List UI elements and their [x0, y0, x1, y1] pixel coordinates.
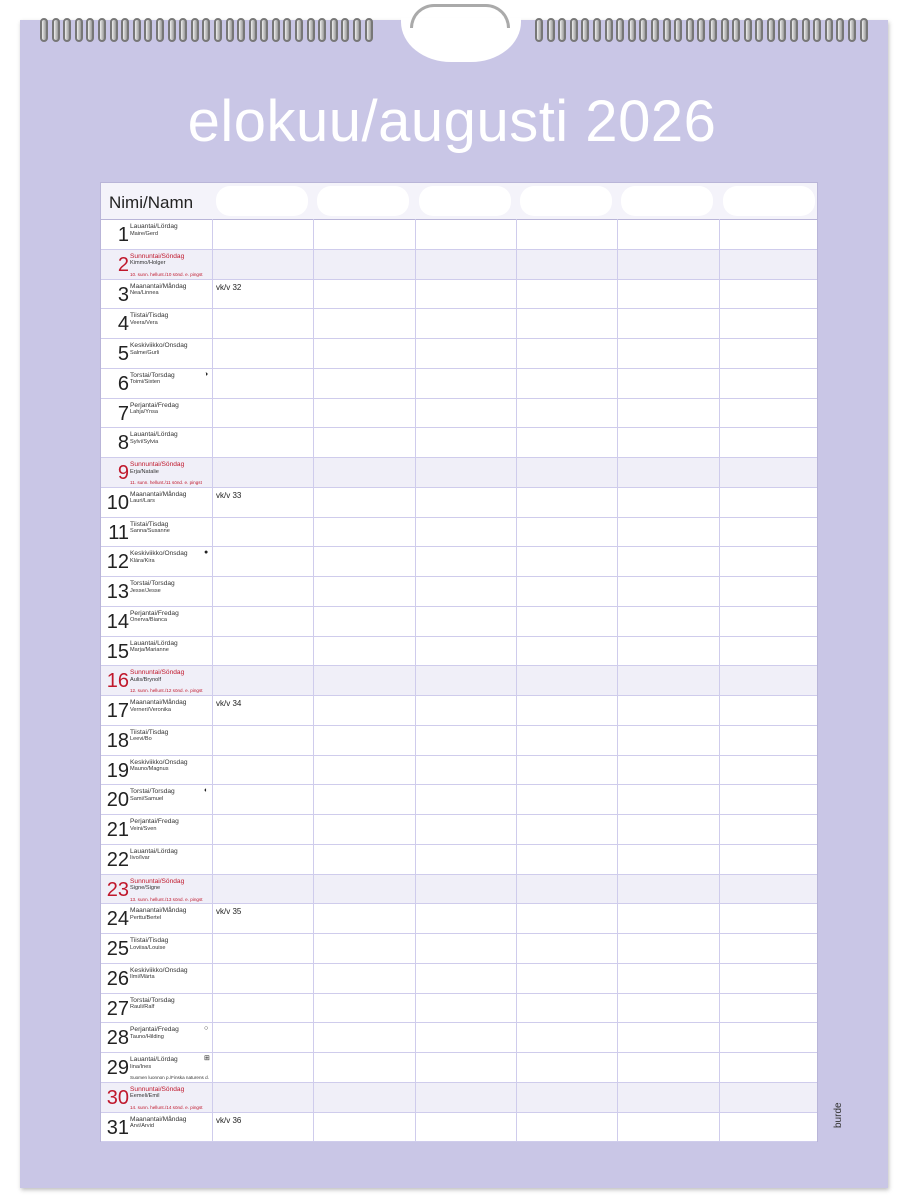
name-day: Salme/Gurli [130, 349, 160, 356]
day-number: 3 [117, 283, 129, 306]
day-note: 11. sunn. hellunt./11 sönd. e. pingst [130, 480, 202, 485]
day-number: 20 [106, 789, 129, 812]
day-number: 18 [106, 729, 129, 752]
spiral-coil [686, 18, 694, 42]
name-day: Arvi/Arvid [130, 1123, 154, 1129]
day-number: 5 [117, 343, 129, 365]
spiral-coil [778, 18, 786, 42]
moon-phase-icon: ○ [204, 1025, 209, 1033]
weekday-label: Sunnuntai/Söndag [130, 252, 185, 260]
day-row[interactable] [101, 666, 817, 696]
day-row[interactable] [101, 488, 817, 518]
day-number: 11 [108, 521, 129, 544]
weekday-label: Sunnuntai/Söndag [130, 669, 185, 677]
week-number: vk/v 35 [216, 907, 242, 917]
name-day: Loviisa/Louise [130, 944, 166, 951]
spiral-coil [283, 18, 291, 42]
day-row[interactable] [101, 934, 817, 964]
day-row[interactable] [101, 220, 817, 250]
hanger-wire [410, 4, 510, 28]
column-divider [617, 219, 618, 1141]
spiral-coil [144, 18, 152, 42]
spiral-coil [52, 18, 60, 42]
spiral-coil [836, 18, 844, 42]
weekday-label: Keskiviikko/Onsdag [130, 550, 188, 558]
day-number: 27 [106, 997, 129, 1020]
day-row[interactable] [101, 904, 817, 934]
spiral-coil [709, 18, 717, 42]
week-number: vk/v 36 [216, 1115, 242, 1125]
name-day: Eemeli/Emil [130, 1093, 160, 1100]
name-day: Perttu/Bertel [130, 914, 162, 921]
spiral-coil [593, 18, 601, 42]
spiral-coil [721, 18, 729, 42]
day-row[interactable] [101, 726, 817, 756]
spiral-coil [860, 18, 868, 42]
day-number: 16 [106, 670, 129, 693]
name-day: Kimmo/Holger [130, 260, 166, 267]
day-row[interactable] [101, 250, 817, 280]
day-number: 30 [106, 1086, 129, 1109]
spiral-coil [341, 18, 349, 42]
name-day: Iina/Ines [130, 1063, 152, 1070]
spiral-coil [558, 18, 566, 42]
planner-grid [100, 182, 818, 1142]
day-note: 10. sunn. hellunt./10 sönd. e. pingst [130, 271, 203, 277]
weekday-label: Lauantai/Lördag [130, 639, 178, 647]
name-day: Leevi/Bo [130, 736, 152, 743]
brand-label: burde [833, 1102, 844, 1128]
right-spiral-binding [535, 18, 871, 48]
name-header-label: Nimi/Namn [109, 193, 194, 212]
spiral-coil [605, 18, 613, 42]
day-row[interactable] [101, 964, 817, 994]
spiral-coil [226, 18, 234, 42]
weekday-label: Tiistai/Tisdag [130, 937, 169, 944]
weekday-label: Maanantai/Måndag [130, 699, 187, 706]
week-number: vk/v 32 [216, 282, 242, 292]
name-day: Verneri/Veronika [130, 706, 172, 713]
spiral-coil [732, 18, 740, 42]
spiral-coil [202, 18, 210, 42]
spiral-coil [191, 18, 199, 42]
spiral-coil [75, 18, 83, 42]
weekday-label: Tiistai/Tisdag [130, 520, 169, 528]
spiral-coil [365, 18, 373, 42]
day-number: 13 [106, 581, 129, 603]
name-day: Klára/Kira [130, 557, 155, 564]
day-number: 4 [117, 313, 129, 336]
spiral-coil [63, 18, 71, 42]
spiral-coil [547, 18, 555, 42]
spiral-coil [674, 18, 682, 42]
weekday-label: Perjantai/Fredag [130, 401, 179, 409]
spiral-coil [697, 18, 705, 42]
name-day: Nea/Linnea [130, 290, 159, 296]
spiral-coil [825, 18, 833, 42]
name-day: Signe/Signe [130, 885, 161, 891]
day-number: 31 [106, 1116, 129, 1139]
spiral-coil [307, 18, 315, 42]
day-number: 19 [106, 759, 129, 782]
name-day: Maire/Gerd [130, 230, 158, 237]
name-day: Sylvi/Sylvia [130, 438, 159, 445]
calendar-title: elokuu/augusti 2026 [187, 89, 717, 154]
spiral-coil [121, 18, 129, 42]
weekday-label: Maanantai/Måndag [130, 282, 187, 290]
day-row[interactable] [101, 309, 817, 339]
spiral-coil [179, 18, 187, 42]
weekday-label: Torstai/Torsdag [130, 996, 175, 1004]
day-row[interactable] [101, 875, 817, 905]
day-row[interactable] [101, 845, 817, 875]
weekday-label: Sunnuntai/Söndag [130, 877, 185, 885]
name-day: Lahja/Ynsa [130, 409, 158, 415]
weekday-label: Maanantai/Måndag [130, 1115, 187, 1123]
name-day: Rauli/Ralf [130, 1004, 155, 1010]
day-row[interactable] [101, 1053, 817, 1083]
weekday-label: Perjantai/Fredag [130, 1026, 179, 1034]
day-note: 12. sunn. hellunt./12 sönd. e. pingst [130, 688, 203, 694]
day-number: 21 [106, 819, 129, 841]
weekday-label: Lauantai/Lördag [130, 847, 178, 855]
spiral-coil [133, 18, 141, 42]
weekday-label: Keskiviikko/Onsdag [130, 342, 188, 349]
spiral-coil [581, 18, 589, 42]
column-divider [516, 219, 517, 1141]
weekday-label: Tiistai/Tisdag [130, 728, 169, 736]
spiral-coil [570, 18, 578, 42]
day-row[interactable] [101, 280, 817, 310]
day-note: Suomen luonnon p./Finska naturens d. [130, 1075, 209, 1080]
name-day: Sanna/Susanne [130, 528, 170, 534]
name-day: Tauno/Hilding [130, 1033, 164, 1040]
week-number: vk/v 34 [216, 699, 242, 708]
week-number: vk/v 33 [216, 490, 242, 500]
weekday-label: Torstai/Torsdag [130, 371, 175, 379]
name-field-4[interactable] [520, 186, 612, 216]
day-row[interactable] [101, 1113, 817, 1143]
weekday-label: Sunnuntai/Söndag [130, 461, 185, 468]
name-field-1[interactable] [216, 186, 308, 216]
left-spiral-binding [40, 18, 376, 48]
spiral-coil [272, 18, 280, 42]
spiral-coil [535, 18, 543, 42]
day-number: 22 [106, 848, 129, 871]
spiral-coil [744, 18, 752, 42]
spiral-coil [663, 18, 671, 42]
day-number: 15 [106, 640, 129, 663]
weekday-label: Sunnuntai/Söndag [130, 1085, 185, 1093]
name-field-2[interactable] [317, 186, 409, 216]
name-day: Mauno/Magnus [130, 766, 169, 772]
name-day: Ilmi/Märta [130, 974, 155, 981]
column-divider [719, 219, 720, 1141]
day-number: 25 [106, 938, 129, 960]
spiral-coil [110, 18, 118, 42]
spiral-coil [628, 18, 636, 42]
spiral-coil [156, 18, 164, 42]
spiral-coil [639, 18, 647, 42]
name-day: Iivo/Ivar [130, 855, 150, 862]
spiral-coil [802, 18, 810, 42]
weekday-label: Lauantai/Lördag [130, 223, 178, 230]
spiral-coil [237, 18, 245, 42]
day-row[interactable] [101, 369, 817, 399]
day-number: 9 [117, 462, 129, 484]
weekday-label: Lauantai/Lördag [130, 1056, 178, 1063]
spiral-coil [86, 18, 94, 42]
day-row[interactable] [101, 637, 817, 667]
day-row[interactable] [101, 458, 817, 488]
day-number: 24 [106, 908, 129, 931]
spiral-coil [260, 18, 268, 42]
day-row[interactable] [101, 815, 817, 845]
weekday-label: Torstai/Torsdag [130, 788, 175, 796]
weekday-label: Keskiviikko/Onsdag [130, 758, 188, 766]
name-day: Onerva/Bianca [130, 617, 168, 624]
name-day: Veera/Vera [130, 319, 158, 326]
name-day: Veini/Sven [130, 825, 157, 832]
spiral-coil [767, 18, 775, 42]
moon-phase-icon: ◑ [204, 370, 209, 378]
name-day: Jesse/Jesse [130, 587, 161, 594]
day-row[interactable] [101, 547, 817, 577]
weekday-label: Torstai/Torsdag [130, 580, 175, 587]
spiral-coil [616, 18, 624, 42]
spiral-coil [40, 18, 48, 42]
moon-phase-icon: ● [204, 549, 209, 557]
day-number: 26 [106, 967, 129, 990]
weekday-label: Perjantai/Fredag [130, 818, 179, 825]
day-number: 17 [106, 700, 129, 722]
weekday-label: Perjantai/Fredag [130, 609, 179, 617]
name-field-5[interactable] [621, 186, 713, 216]
spiral-coil [353, 18, 361, 42]
day-number: 2 [117, 253, 129, 276]
spiral-coil [249, 18, 257, 42]
day-row[interactable] [101, 994, 817, 1024]
spiral-coil [848, 18, 856, 42]
day-row[interactable] [101, 756, 817, 786]
spiral-coil [295, 18, 303, 42]
day-number: 23 [106, 878, 129, 901]
moon-phase-icon: ◐ [204, 787, 209, 795]
day-number: 28 [106, 1027, 129, 1050]
name-day: Aulis/Brynolf [130, 676, 162, 683]
name-day: Toimi/Sixten [130, 379, 161, 386]
spiral-coil [755, 18, 763, 42]
spiral-coil [330, 18, 338, 42]
weekday-label: Maanantai/Måndag [130, 907, 187, 915]
day-note: 14. sunn. hellunt./14 sönd. e. pingst [130, 1104, 203, 1110]
spiral-coil [168, 18, 176, 42]
day-number: 29 [106, 1057, 129, 1079]
day-row[interactable] [101, 518, 817, 548]
grid-header [101, 183, 817, 220]
day-number: 6 [117, 372, 129, 395]
day-number: 7 [117, 402, 129, 425]
day-row[interactable] [101, 1023, 817, 1053]
day-number: 12 [106, 551, 129, 574]
name-day: Erja/Natalie [130, 468, 159, 475]
day-row[interactable] [101, 785, 817, 815]
day-row[interactable] [101, 607, 817, 637]
moon-phase-icon: ⊞ [204, 1055, 210, 1062]
name-field-6[interactable] [723, 186, 815, 216]
name-day: Marja/Marianne [130, 647, 169, 653]
spiral-coil [98, 18, 106, 42]
day-number: 1 [117, 224, 129, 246]
day-row[interactable] [101, 339, 817, 369]
spiral-coil [214, 18, 222, 42]
weekday-label: Keskiviikko/Onsdag [130, 966, 188, 974]
name-day: Lauri/Lars [130, 498, 155, 505]
spiral-coil [790, 18, 798, 42]
day-row[interactable] [101, 696, 817, 726]
column-divider [415, 219, 416, 1141]
day-row[interactable] [101, 399, 817, 429]
day-number: 10 [106, 491, 129, 514]
column-divider [212, 219, 213, 1141]
day-row[interactable] [101, 1083, 817, 1113]
weekday-label: Maanantai/Måndag [130, 490, 187, 498]
spiral-coil [651, 18, 659, 42]
weekday-label: Lauantai/Lördag [130, 431, 178, 439]
spiral-coil [318, 18, 326, 42]
day-note: 13. sunn. hellunt./13 sönd. e. pingst [130, 896, 203, 902]
weekday-label: Tiistai/Tisdag [130, 312, 169, 320]
name-field-3[interactable] [419, 186, 511, 216]
column-divider [313, 219, 314, 1141]
day-number: 14 [106, 610, 129, 633]
spiral-coil [813, 18, 821, 42]
day-row[interactable] [101, 428, 817, 458]
name-day: Sami/Samuel [130, 795, 164, 802]
day-row[interactable] [101, 577, 817, 607]
day-number: 8 [117, 432, 129, 455]
